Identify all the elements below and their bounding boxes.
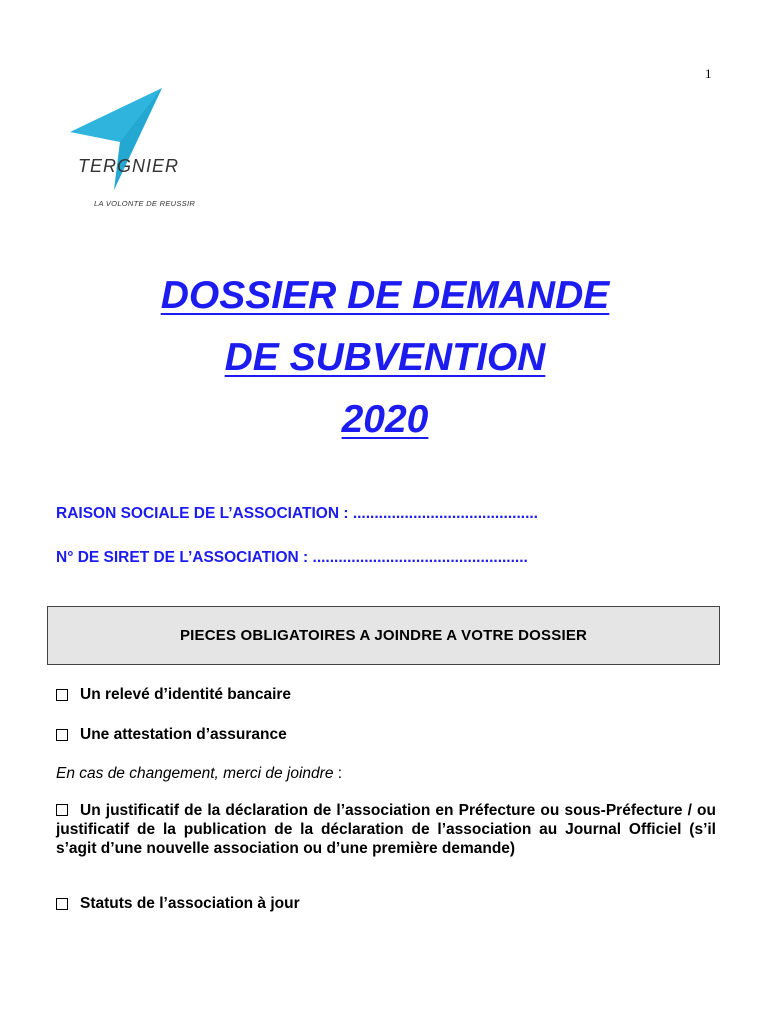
checklist-item-justificatif: [56, 801, 716, 858]
justificatif-label: Un justificatif de la déclaration de l’association en Préfecture ou sous-Préfecture / ou justificatif de la publication de la déclaration de l’association au Journal Officiel (s’il s’agit d’une nouvelle association ou d’une première demande): [56, 802, 716, 857]
logo-name: TERGNIER: [78, 156, 180, 176]
checkbox-icon[interactable]: [56, 898, 68, 910]
checkbox-icon[interactable]: [56, 804, 68, 816]
change-intro: [56, 765, 342, 783]
logo-tagline: LA VOLONTE DE REUSSIR: [94, 199, 196, 208]
pieces-obligatoires-header: [47, 606, 720, 665]
title-line-2: DE SUBVENTION: [224, 336, 546, 379]
checklist-item-rib: [56, 686, 291, 704]
checklist-item-statuts: [56, 895, 300, 913]
assurance-label: Une attestation d’assurance: [80, 726, 287, 743]
checkbox-icon[interactable]: [56, 689, 68, 701]
checkbox-icon[interactable]: [56, 729, 68, 741]
title-year: 2020: [341, 398, 429, 441]
pieces-header-text: PIECES OBLIGATOIRES A JOINDRE A VOTRE DOSSIER: [179, 627, 588, 644]
intro-italic-text: En cas de changement, merci de joindre: [56, 765, 334, 782]
raison-sociale-field: RAISON SOCIALE DE L’ASSOCIATION : ...........................................: [56, 505, 538, 522]
statuts-label: Statuts de l’association à jour: [80, 895, 300, 912]
logo-wing-icon: [66, 86, 226, 216]
document-title: [0, 268, 770, 454]
intro-colon: :: [333, 765, 343, 782]
rib-label: Un relevé d’identité bancaire: [80, 686, 292, 703]
title-line-1: DOSSIER DE DEMANDE: [160, 274, 610, 317]
checklist-item-assurance: [56, 726, 287, 744]
siret-field: N° DE SIRET DE L’ASSOCIATION : ..................................................: [56, 549, 528, 566]
tergnier-logo: [66, 86, 226, 216]
page-number: 1: [705, 66, 712, 81]
